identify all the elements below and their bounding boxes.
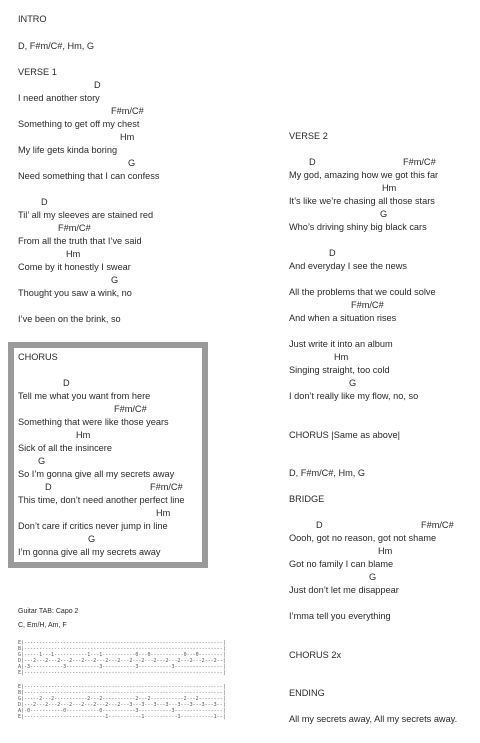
chord-label: F#m/C#: [403, 157, 436, 167]
chord-label: G: [88, 534, 96, 544]
chord-label: D: [316, 520, 323, 530]
lyric-line: It’s like we’re chasing all those stars: [289, 196, 435, 206]
chord-label: D: [41, 197, 48, 207]
tab-string-line: A|-0-----------0-----------0-----------3-----------3----------------|: [18, 708, 226, 714]
chord-label: F#m/C#: [150, 482, 183, 492]
chord-label: F#m/C#: [421, 520, 454, 530]
lyric-line: Just write it into an album: [289, 339, 393, 349]
chord-label: Hm: [120, 132, 135, 142]
tab-string-line: D|---2---2---2---2---2---2---2---2---3---3---3---3---3---3---3---3--|: [18, 702, 226, 708]
chord-label: D: [63, 378, 70, 388]
lyric-line: Something to get off my chest: [18, 119, 140, 129]
chord-label: F#m/C#: [111, 106, 144, 116]
lyric-line: Who’s driving shiny big black cars: [289, 222, 427, 232]
lyric-line: BRIDGE: [289, 494, 325, 504]
tab-string-line: A|-3-----------3-----------3-----------3-----------3----------------|: [18, 664, 226, 670]
lyric-line: From all the truth that I’ve said: [18, 236, 142, 246]
tab-string-line: E|------------------------------------------------------------------|: [18, 670, 226, 676]
lyric-line: Til’ all my sleeves are stained red: [18, 210, 154, 220]
lyric-line: ENDING: [289, 688, 325, 698]
chord-label: Hm: [66, 249, 81, 259]
lyric-line: CHORUS |Same as above|: [289, 430, 400, 440]
lyric-line: D, F#m/C#, Hm, G: [289, 468, 366, 478]
lyric-line: All my secrets away, All my secrets away.: [289, 714, 458, 724]
chord-label: D: [94, 80, 101, 90]
lyric-line: And everyday I see the news: [289, 261, 407, 271]
chord-label: Hm: [334, 352, 349, 362]
lyric-line: Oooh, got no reason, got not shame: [289, 533, 437, 543]
chord-label: F#m/C#: [351, 300, 384, 310]
chord-label: D: [45, 482, 52, 492]
tab-string-line: G|-----2---2-----------2---2-----------2---2-----------2---2--------|: [18, 696, 226, 702]
lyric-line: Thought you saw a wink, no: [18, 288, 132, 298]
lyric-line: Just don’t let me disappear: [289, 585, 399, 595]
lyric-line: I need another story: [18, 93, 100, 103]
chord-label: G: [349, 378, 357, 388]
lyric-line: Sick of all the insincere: [18, 443, 112, 453]
tab-string-line: E|------------------------------------------------------------------|: [18, 640, 226, 646]
chord-label: D: [329, 248, 336, 258]
lyric-line: I’ve been on the brink, so: [18, 314, 121, 324]
lyric-line: I’m gonna give all my secrets away: [18, 547, 161, 557]
lyric-line: VERSE 2: [289, 131, 328, 141]
lyric-line: D, F#m/C#, Hm, G: [18, 41, 95, 51]
tab-string-line: E|------------------------------------------------------------------|: [18, 684, 226, 690]
lyric-line: This time, don’t need another perfect line: [18, 495, 185, 505]
chord-label: Hm: [378, 546, 393, 556]
tab-string-line: B|------------------------------------------------------------------|: [18, 690, 226, 696]
tab-string-line: D|---2---2---2---2---2---2---2---2---2---2---2---2---2---2---2---2--|: [18, 658, 226, 664]
chord-label: Hm: [382, 183, 397, 193]
tab-string-line: G|-----1---1-----------1---1-----------0---0-----------0---0--------|: [18, 652, 226, 658]
chord-label: G: [128, 158, 136, 168]
lyric-line: Come by it honestly I swear: [18, 262, 131, 272]
guitar-tab-block-1: [18, 640, 236, 676]
lyric-line: Need something that I can confess: [18, 171, 160, 181]
lyric-line: Got no family I can blame: [289, 559, 394, 569]
chord-label: G: [111, 275, 119, 285]
lyric-line: All the problems that we could solve: [289, 287, 436, 297]
lyric-line: Tell me what you want from here: [18, 391, 151, 401]
chord-label: G: [38, 456, 46, 466]
chord-label: D: [309, 157, 316, 167]
lyric-line: Something that were like those years: [18, 417, 169, 427]
lyric-line: I’mma tell you everything: [289, 611, 391, 621]
lyric-line: CHORUS: [18, 352, 58, 362]
lyric-line: My god, amazing how we got this far: [289, 170, 439, 180]
tab-capo-label: Guitar TAB: Capo 2: [18, 608, 79, 615]
lyric-line: INTRO: [18, 14, 47, 24]
guitar-tab-block-2: [18, 684, 236, 720]
tab-chords-label: C, Em/H, Am, F: [18, 622, 67, 629]
lyric-line: I don’t really like my flow, no, so: [289, 391, 419, 401]
lyric-line: CHORUS 2x: [289, 650, 342, 660]
chord-label: Hm: [76, 430, 91, 440]
lyric-line: Don’t care if critics never jump in line: [18, 521, 168, 531]
chord-label: F#m/C#: [114, 404, 147, 414]
tab-string-line: B|------------------------------------------------------------------|: [18, 646, 226, 652]
tab-string-line: E|---------------------------1-----------1-----------1-----------1--|: [18, 714, 226, 720]
lyric-line: And when a situation rises: [289, 313, 397, 323]
chord-label: G: [380, 209, 388, 219]
lyric-line: My life gets kinda boring: [18, 145, 118, 155]
lyric-line: So I’m gonna give all my secrets away: [18, 469, 175, 479]
chord-label: G: [369, 572, 377, 582]
lyric-line: VERSE 1: [18, 67, 57, 77]
chord-label: Hm: [156, 508, 171, 518]
chorus-box: [8, 342, 208, 568]
lyric-line: Singing straight, too cold: [289, 365, 390, 375]
chord-label: F#m/C#: [58, 223, 91, 233]
